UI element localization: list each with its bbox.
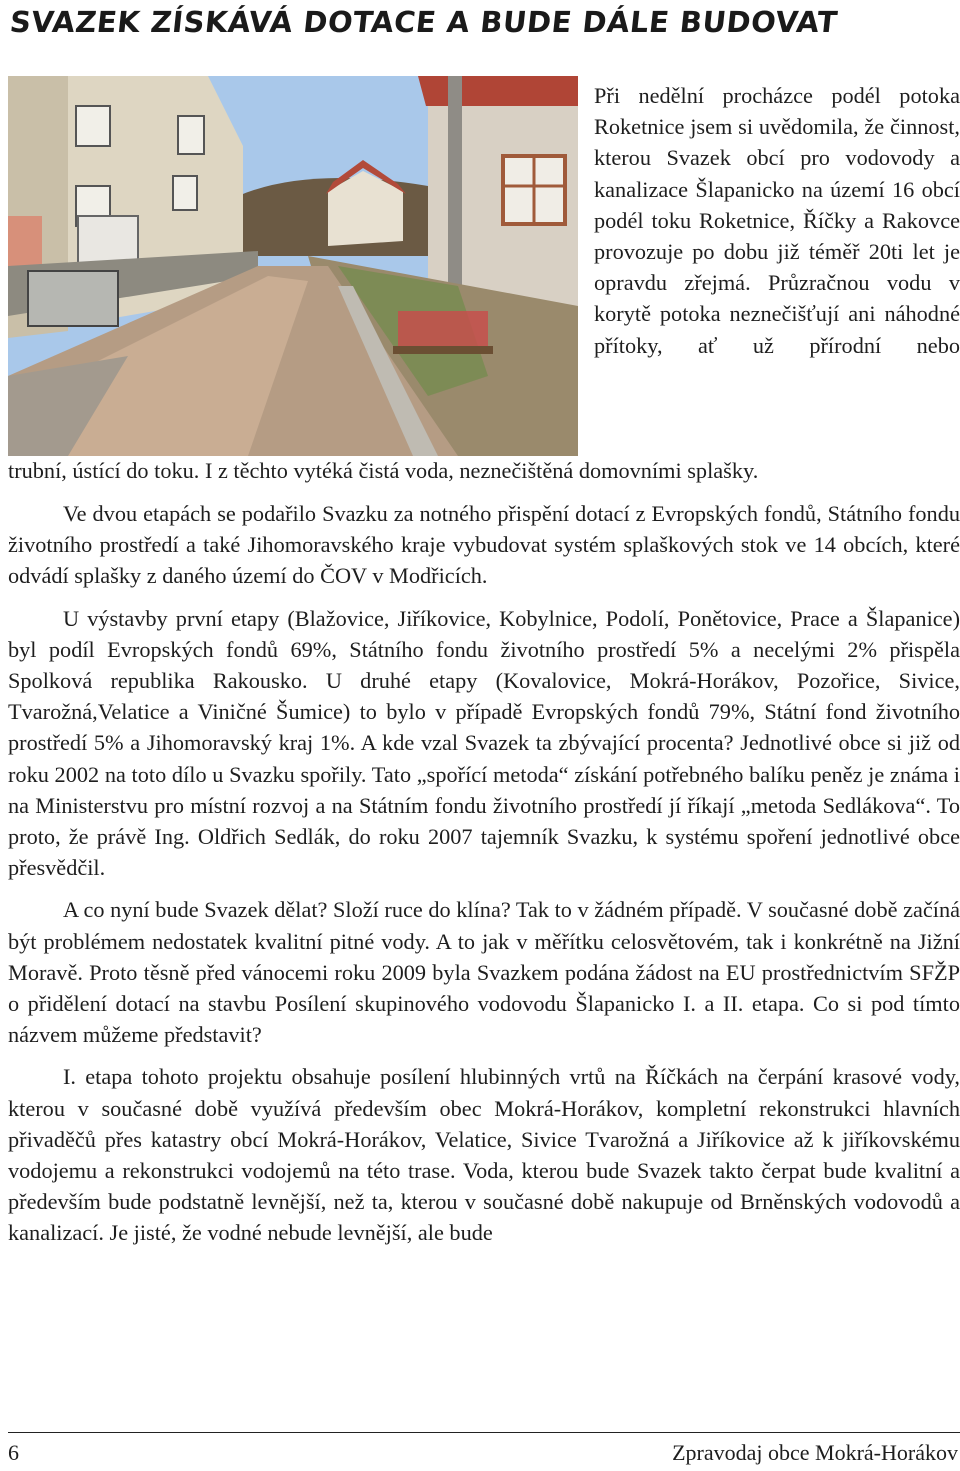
street-photo	[8, 76, 578, 456]
paragraph: A co nyní bude Svazek dělat? Složí ruce do klína? Tak to v žádném případě. V současné době začíná být problémem nedostatek kvalitní pitné vody. A to jak v měřítku celosvětovém, tak i konkrétně na Jižní Moravě. Proto těsně před vánocemi roku 2009 byla Svazkem podána žádost na EU prostřednictvím SFŽP o přidělení dotací na stavbu Posílení skupinového vodovodu Šlapanicko I. a II. etapa. Co si pod tímto názvem můžeme představit?	[8, 897, 960, 1048]
paragraph: I. etapa tohoto projektu obsahuje posílení hlubinných vrtů na Říčkách na čerpání krasové vody, kterou v současné době využívá především obec Mokrá-Horákov, kompletní rekonstrukci hlavních přivaděčů přes katastry obcí Mokrá-Horákov, Velatice, Sivice Tvarožná a Jiříkovice až k jiříkovskému vodojemu a rekonstrukci vodojemů na této trase. Voda, kterou bude Svazek takto čerpat bude kvalitní a především bude podstatně levnější, než ta, kterou v současné době nakupuje od Brněnských vodovodů a kanalizací. Je jisté, že vodné nebude levnější, ale bude	[8, 1064, 960, 1246]
intro-text: Při nedělní procházce podél potoka Roketnice jsem si uvědomila, že činnost, kterou Svazek obcí pro vodovody a kanalizace Šlapanicko na území 16 obcí podél toku Roketnice, Říčky a Rakovce provozuje po dobu již téměř 20ti let je opravdu zřejmá. Průzračnou vodu v korytě potoka neznečišťují ani náhodné přítoky, ať už přírodní nebo	[594, 83, 960, 358]
publication-name: Zpravodaj obce Mokrá-Horákov	[672, 1440, 958, 1465]
paragraph: Ve dvou etapách se podařilo Svazku za notného přispění dotací z Evropských fondů, Státního fondu životního prostředí a také Jihomoravského kraje vybudovat systém splaškových stok ve 14 obcích, které odvádí splašky z daného území do ČOV v Modřicích.	[8, 501, 960, 589]
article-title: SVAZEK ZÍSKÁVÁ DOTACE A BUDE DÁLE BUDOVAT	[8, 5, 840, 39]
page-number: 6	[8, 1440, 19, 1465]
street-photo-illustration	[8, 76, 578, 456]
intro-text-tail: trubní, ústící do toku. I z těchto vytéká čistá voda, neznečištěná domovními splašky.	[8, 458, 759, 483]
article-body	[8, 498, 960, 1260]
footer-divider	[8, 1432, 960, 1433]
paragraph: U výstavby první etapy (Blažovice, Jiříkovice, Kobylnice, Podolí, Ponětovice, Prace a Šlapanice) byl podíl Evropských fondů 69%, Státního fondu životního prostředí 5% a necelými 2% přispěla Spolková republika Rakousko. U druhé etapy (Kovalovice, Mokrá-Horákov, Pozořice, Sivice, Tvarožná,Velatice a Viničné Šumice) to bylo v případě Evropských fondů 79%, Státní fond životního prostředí 5% a Jihomoravský kraj 1%. A kde vzal Svazek ta zbývající procenta? Jednotlivé obce si již od roku 2002 na toto dílo u Svazku spořily. Tato „spořící metoda“ získání potřebného balíku peněz je známa i na Ministerstvu pro místní rozvoj a na Státním fondu životního prostředí jí říkají „metoda Sedlákova“. To proto, že právě Ing. Oldřich Sedlák, do roku 2007 tajemník Svazku, k systému spoření jednotlivé obce přesvědčil.	[8, 605, 960, 881]
